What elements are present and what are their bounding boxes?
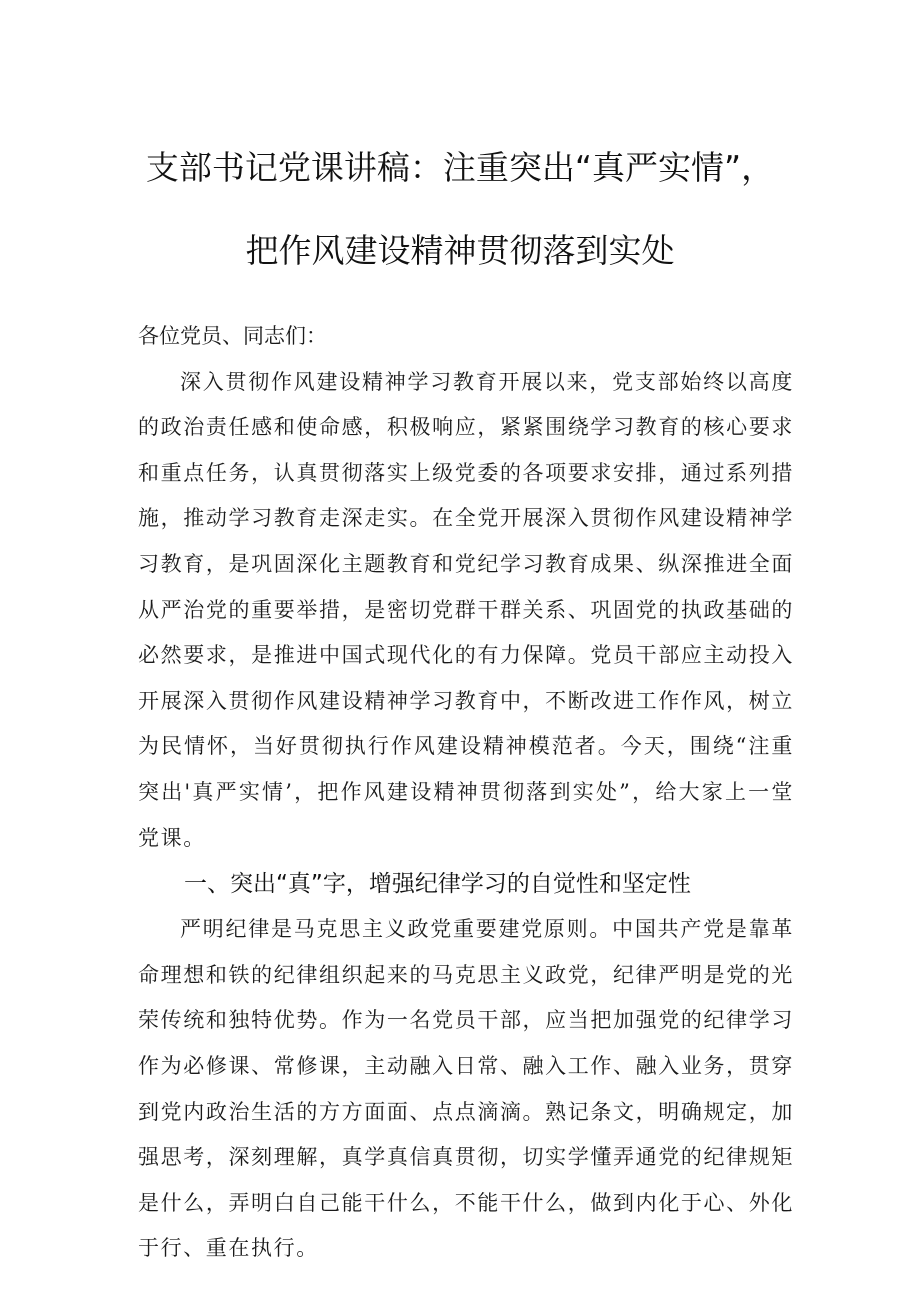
- document-title-line-2: 把作风建设精神贯彻落到实处: [245, 231, 675, 270]
- intro-paragraph: 深入贯彻作风建设精神学习教育开展以来，党支部始终以高度的政治责任感和使命感，积极响应，紧紧围绕学习教育的核心要求和重点任务，认真贯彻落实上级党委的各项要求安排，通过系列措施，推动学习教育走深走实。在全党开展深入贯彻作风建设精神学习教育，是巩固深化主题教育和党纪学习教育成果、纵深推进全面从严治党的重要举措，是密切党群干群关系、巩固党的执政基础的必然要求，是推进中国式现代化的有力保障。党员干部应主动投入开展深入贯彻作风建设精神学习教育中，不断改进工作作风，树立为民情怀，当好贯彻执行作风建设精神模范者。今天，围绕“注重突出'真严实情’，把作风建设精神贯彻落到实处”，给大家上一堂党课。: [138, 369, 794, 850]
- document-body: [138, 314, 794, 1272]
- salutation: 各位党员、同志们：: [138, 324, 327, 348]
- section-paragraph: 严明纪律是马克思主义政党重要建党原则。中国共产党是靠革命理想和铁的纪律组织起来的马克思主义政党，纪律严明是党的光荣传统和独特优势。作为一名党员干部，应当把加强党的纪律学习作为必修课、常修课，主动融入日常、融入工作、融入业务，贯穿到党内政治生活的方方面面、点点滴滴。熟记条文，明确规定，加强思考，深刻理解，真学真信真贯彻，切实学懂弄通党的纪律规矩是什么，弄明白自己能干什么，不能干什么，做到内化于心、外化于行、重在执行。: [138, 917, 794, 1261]
- document-title-line-1: 支部书记党课讲稿：注重突出“真严实情”，: [145, 148, 775, 187]
- section-heading: 一、突出“真”字，增强纪律学习的自觉性和坚定性: [184, 871, 691, 898]
